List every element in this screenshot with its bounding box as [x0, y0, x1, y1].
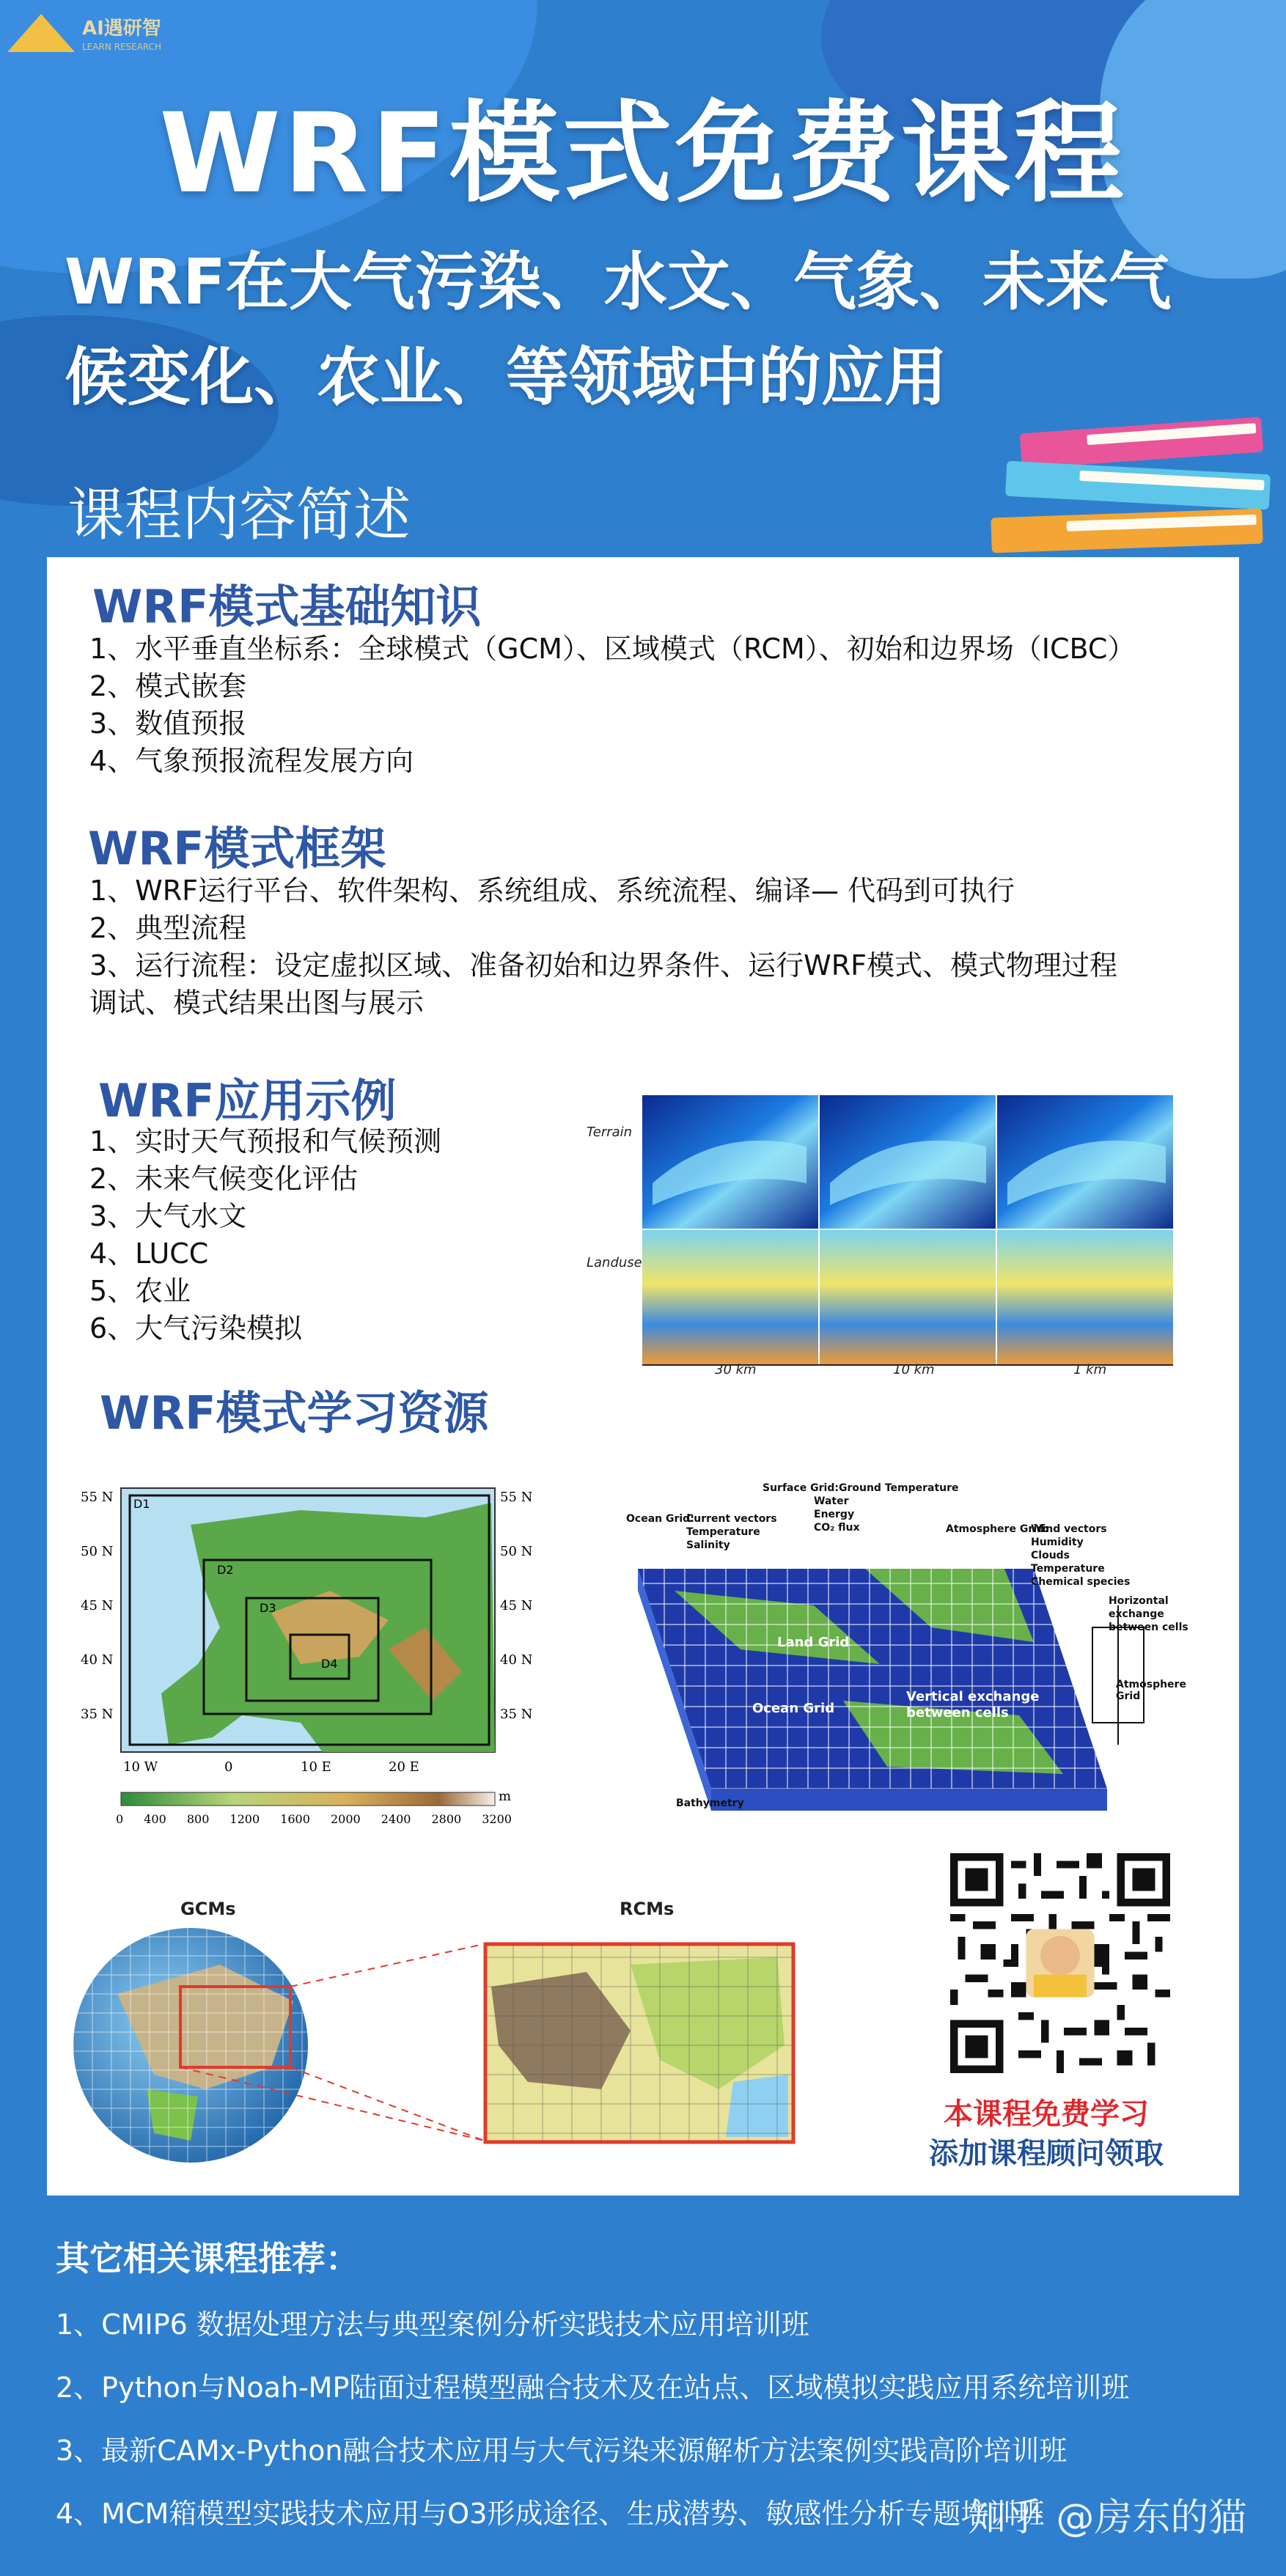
grid-horizontal-label: Horizontal [1109, 1595, 1169, 1607]
figure-row-label: Landuse [587, 1255, 642, 1270]
section-list-framework [89, 872, 1117, 1022]
list-item: 5、农业 [89, 1275, 191, 1307]
colorbar-tick: 800 [186, 1812, 210, 1826]
lat-label: 50 N [81, 1544, 114, 1559]
grid-ocean-var: Current vectors [686, 1513, 777, 1525]
grid-atmosphere-var: Clouds [1031, 1550, 1070, 1561]
grid-atmosphere-var: Wind vectors [1031, 1523, 1107, 1535]
figure-scale-label: 10 km [893, 1362, 935, 1377]
recommend-item[interactable]: 4、MCM箱模型实践技术应用与O3形成途径、生成潜势、敏感性分析专题培训班 [56, 2498, 1045, 2530]
domain-label: D2 [217, 1563, 234, 1577]
grid-atmosphere-label: Atmosphere Grid: [946, 1523, 1048, 1535]
domain-label: D4 [321, 1657, 338, 1671]
colorbar-tick: 2000 [330, 1812, 361, 1826]
section-title-resources: WRF模式学习资源 [100, 1386, 489, 1440]
domain-map [81, 1481, 550, 1833]
logo-mountain-icon [7, 14, 75, 52]
list-item: 3、运行流程：设定虚拟区域、准备初始和边界条件、运行WRF模式、模式物理过程 [89, 949, 1118, 982]
overview-heading: 课程内容简述 [67, 482, 411, 548]
section-title-framework: WRF模式框架 [88, 822, 386, 875]
list-item: 4、LUCC [89, 1237, 209, 1270]
section-list-examples [89, 1123, 441, 1347]
lat-label: 40 N [500, 1652, 533, 1668]
logo-subtext: LEARN RESEARCH [82, 42, 162, 52]
cta-free-study: 本课程免费学习 [944, 2097, 1149, 2131]
colorbar-tick: 2400 [381, 1812, 411, 1826]
gcm-rcm-graphic [73, 1899, 806, 2163]
grid-atmosphere-var: Temperature [1031, 1563, 1105, 1575]
recommend-item[interactable]: 1、CMIP6 数据处理方法与典型案例分析实践技术应用培训班 [56, 2308, 809, 2341]
lat-label: 35 N [81, 1707, 114, 1722]
domain-label: D3 [260, 1601, 276, 1615]
grid-surface-label: Surface Grid:Ground Temperature [763, 1482, 959, 1494]
list-item: 2、未来气候变化评估 [89, 1163, 359, 1195]
figure-row-label: Terrain [587, 1125, 633, 1140]
grid-horizontal-label: exchange [1109, 1608, 1164, 1620]
grid-ocean-var: Temperature [686, 1526, 760, 1538]
list-item: 3、数值预报 [89, 707, 247, 740]
qr-code[interactable] [950, 1853, 1170, 2073]
recommend-item[interactable]: 2、Python与Noah-MP陆面过程模型融合技术及在站点、区域模拟实践应用系统培训班 [56, 2371, 1130, 2404]
gcm-label: GCMs [180, 1899, 236, 1919]
qr-code-graphic [950, 1853, 1170, 2073]
terrain-panels [587, 1095, 1173, 1381]
lon-label: 10 E [301, 1759, 331, 1775]
logo-text: AI遇研智 [82, 18, 161, 40]
colorbar-tick: 2800 [431, 1812, 462, 1826]
lat-label: 45 N [500, 1598, 533, 1613]
section-list-basics [89, 630, 1135, 780]
grid-diagram-figure [623, 1481, 1202, 1818]
grid-atmosphere-var: Chemical species [1031, 1576, 1131, 1588]
watermark: 知乎 @房东的猫 [968, 2496, 1247, 2540]
grid-surface-var: Energy [814, 1509, 855, 1520]
figure-scale-label: 30 km [715, 1362, 757, 1377]
subtitle-line: WRF在大气污染、水文、气象、未来气 [65, 246, 1172, 319]
grid-vertical-label: Vertical exchange [906, 1689, 1040, 1704]
list-item: 1、WRF运行平台、软件架构、系统组成、系统流程、编译— 代码到可执行 [89, 875, 1015, 907]
grid-bathymetry-label: Bathymetry [676, 1797, 744, 1809]
recommend-title: 其它相关课程推荐： [56, 2239, 359, 2278]
lat-label: 55 N [500, 1490, 533, 1505]
domain-label: D1 [133, 1497, 150, 1511]
page-title: WRF模式免费课程 [159, 90, 1127, 218]
lat-label: 45 N [81, 1598, 114, 1613]
terrain-landuse-figure [587, 1095, 1173, 1381]
grid-land-label: Land Grid [777, 1635, 850, 1650]
recommend-item[interactable]: 3、最新CAMx-Python融合技术应用与大气污染来源解析方法案例实践高阶培训班 [56, 2435, 1068, 2467]
colorbar-tick: 0 [116, 1812, 124, 1826]
gcm-rcm-figure [73, 1899, 806, 2163]
list-item: 调试、模式结果出图与展示 [89, 987, 425, 1019]
grid-atmosphere-var: Humidity [1031, 1537, 1084, 1548]
grid-horizontal-label: between cells [1109, 1622, 1188, 1633]
subtitle [65, 235, 1252, 425]
cta-add-advisor: 添加课程顾问领取 [929, 2137, 1164, 2171]
lon-label: 10 W [123, 1759, 158, 1775]
list-item: 2、典型流程 [89, 912, 247, 944]
colorbar-tick: 3200 [482, 1812, 512, 1826]
list-item: 4、气象预报流程发展方向 [89, 745, 414, 777]
list-item: 1、水平垂直坐标系：全球模式（GCM）、区域模式（RCM）、初始和边界场（ICBC） [89, 633, 1136, 665]
lat-label: 40 N [81, 1652, 114, 1668]
colorbar-tick: 1600 [280, 1812, 310, 1826]
domain-map-figure [81, 1481, 550, 1833]
grid-ocean-var: Salinity [686, 1539, 730, 1551]
logo [7, 13, 161, 52]
list-item: 1、实时天气预报和气候预测 [89, 1125, 442, 1158]
grid-surface-var: CO₂ flux [814, 1522, 860, 1534]
lat-label: 55 N [81, 1490, 114, 1505]
section-title-examples: WRF应用示例 [98, 1074, 397, 1127]
colorbar-unit: m [499, 1789, 512, 1804]
figure-scale-label: 1 km [1073, 1362, 1107, 1377]
grid-ocean-label: Ocean Grid: [626, 1513, 694, 1525]
subtitle-line: 候变化、农业、等领域中的应用 [65, 341, 947, 414]
grid-ocean-grid-label: Ocean Grid [752, 1701, 835, 1716]
lat-label: 35 N [500, 1707, 533, 1722]
grid-surface-var: Water [814, 1495, 849, 1507]
section-title-basics: WRF模式基础知识 [92, 580, 482, 633]
lon-label: 20 E [389, 1759, 419, 1775]
grid-vertical-label: between cells [906, 1705, 1009, 1721]
colorbar-tick: 400 [144, 1812, 166, 1826]
lon-label: 0 [224, 1759, 233, 1775]
colorbar-tick: 1200 [229, 1812, 260, 1826]
colorbar-ticks [116, 1812, 512, 1826]
lat-label: 50 N [500, 1544, 533, 1559]
list-item: 2、模式嵌套 [89, 670, 247, 702]
grid-atmosphere-grid-label: Atmosphere Grid [1116, 1679, 1186, 1702]
rcm-label: RCMs [620, 1899, 675, 1919]
list-item: 6、大气污染模拟 [89, 1312, 303, 1344]
list-item: 3、大气水文 [89, 1200, 247, 1232]
